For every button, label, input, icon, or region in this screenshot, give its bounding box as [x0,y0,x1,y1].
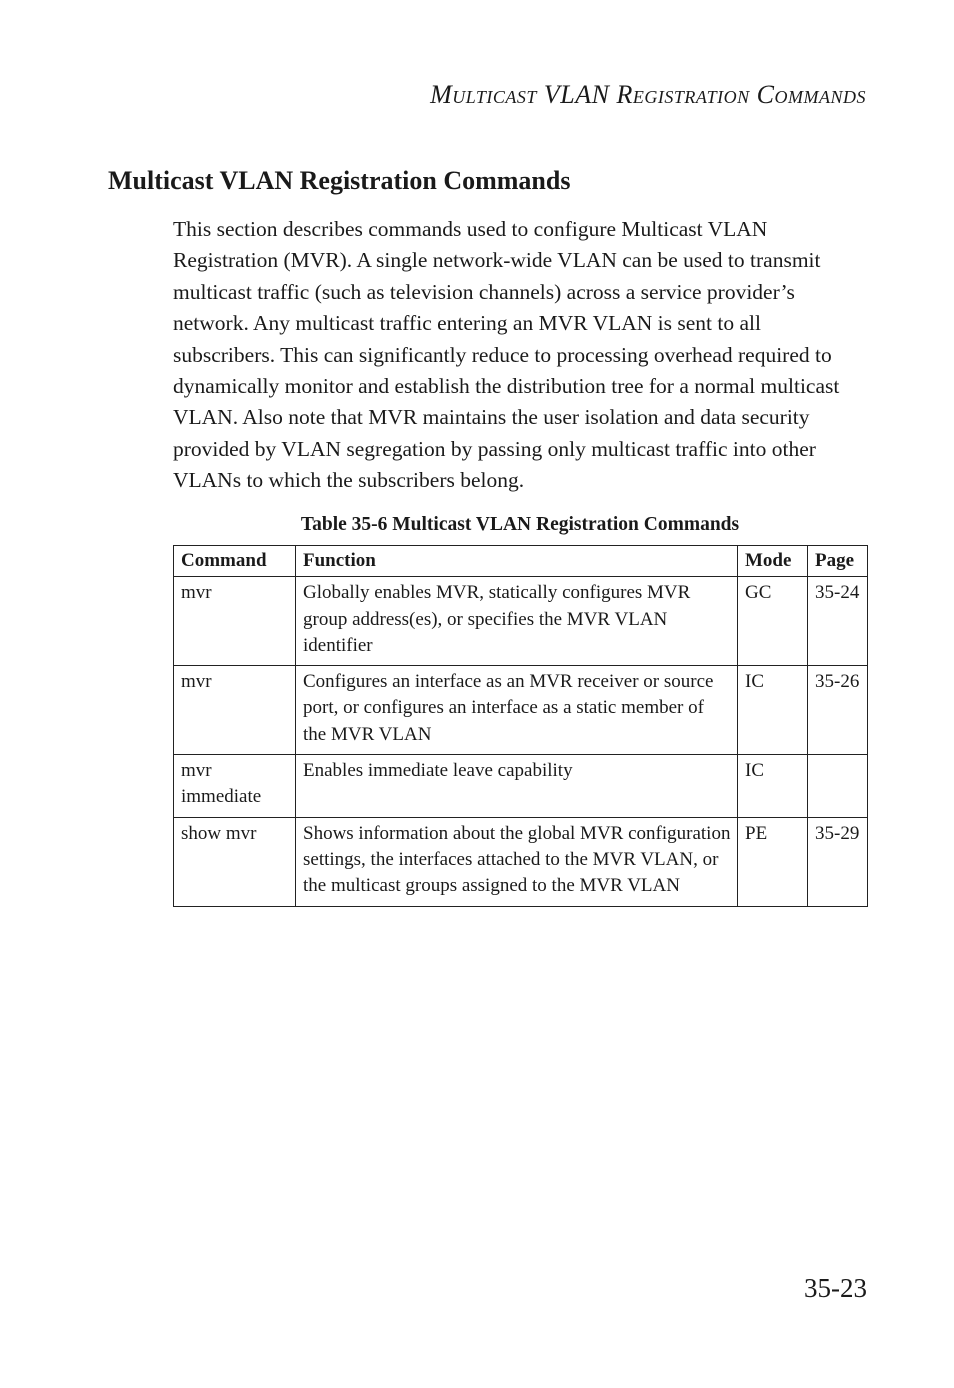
table-row [174,817,868,906]
table-row [174,666,868,755]
header-command: Command [174,546,296,577]
cell-command: mvr immediate [174,755,296,818]
section-title: Multicast VLAN Registration Commands [108,166,571,195]
cell-mode: IC [738,666,808,755]
commands-table [173,545,868,907]
cell-mode: IC [738,755,808,818]
cell-page [808,755,868,818]
cell-function: Shows information about the global MVR configuration settings, the interfaces attached to the MVR VLAN, or the multicast groups assigned to the MVR VLAN [296,817,738,906]
table-header-row [174,546,868,577]
running-header: Multicast VLAN Registration Commands [430,80,866,109]
cell-command: mvr [174,666,296,755]
cell-page: 35-29 [808,817,868,906]
cell-function: Configures an interface as an MVR receiver or source port, or configures an interface as a static member of the MVR VLAN [296,666,738,755]
cell-function: Enables immediate leave capability [296,755,738,818]
page-number: 35-23 [804,1273,867,1303]
cell-command: mvr [174,577,296,666]
header-function: Function [296,546,738,577]
table-row [174,577,868,666]
cell-page: 35-26 [808,666,868,755]
table-caption: Table 35-6 Multicast VLAN Registration Commands [300,514,740,535]
section-paragraph: This section describes commands used to configure Multicast VLAN Registration (MVR). A single network-wide VLAN can be used to transmit multicast traffic (such as television channels) across a service provider’s network. Any multicast traffic entering an MVR VLAN is sent to all subscribers. This can significantly reduce to processing overhead required to dynamically monitor and establish the distribution tree for a normal multicast VLAN. Also note that MVR maintains the user isolation and data security provided by VLAN segregation by passing only multicast traffic into other VLANs to which the subscribers belong. [173,217,840,493]
cell-mode: PE [738,817,808,906]
header-page: Page [808,546,868,577]
cell-mode: GC [738,577,808,666]
header-mode: Mode [738,546,808,577]
cell-command: show mvr [174,817,296,906]
cell-page: 35-24 [808,577,868,666]
cell-function: Globally enables MVR, statically configures MVR group address(es), or specifies the MVR VLAN identifier [296,577,738,666]
table-row [174,755,868,818]
